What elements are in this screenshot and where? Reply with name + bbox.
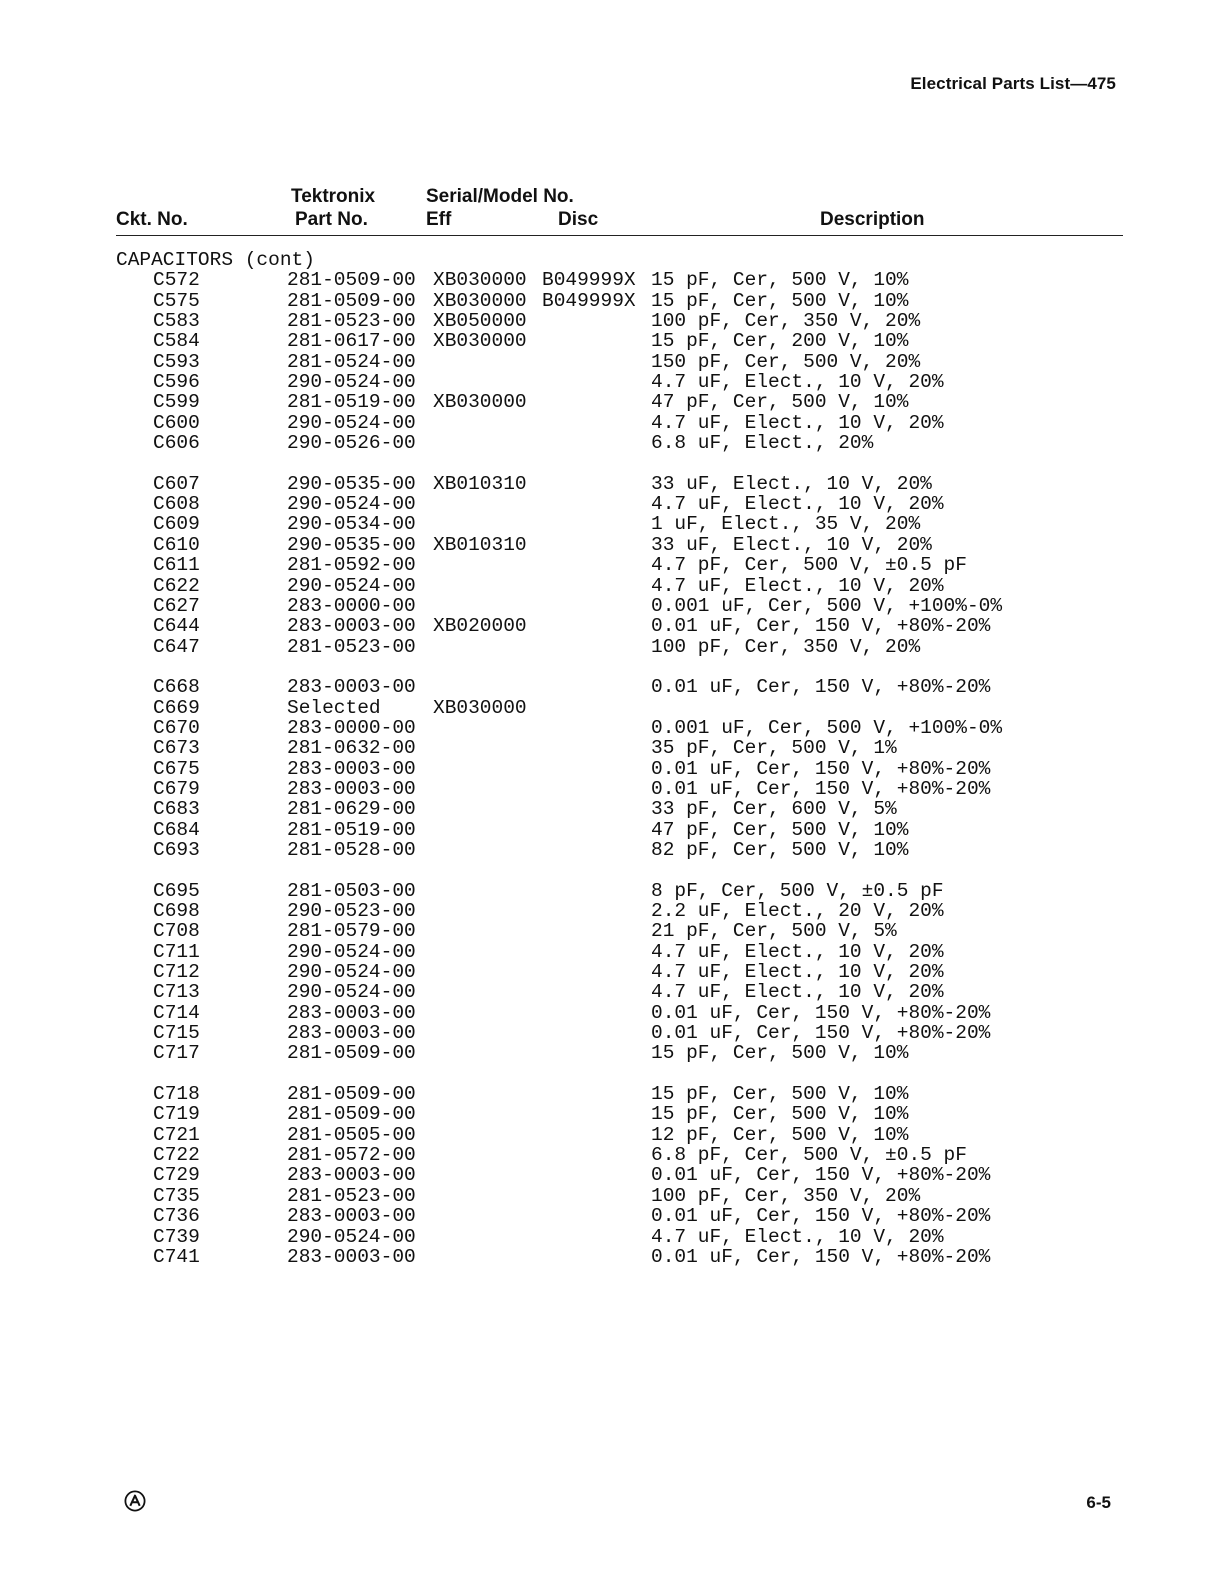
row-spacer	[0, 860, 1223, 880]
serial-eff: XB030000	[433, 391, 527, 414]
part-no: 281-0523-00	[287, 1184, 416, 1207]
description: 35 pF, Cer, 500 V, 1%	[651, 737, 897, 760]
col-header-disc: Disc	[558, 209, 599, 230]
part-no: 290-0524-00	[287, 1225, 416, 1248]
table-row	[0, 718, 1223, 738]
part-no: 283-0003-00	[287, 1001, 416, 1024]
part-no: 290-0524-00	[287, 493, 416, 516]
table-row	[0, 535, 1223, 555]
description: 15 pF, Cer, 200 V, 10%	[651, 330, 909, 353]
ckt-no: C717	[153, 1042, 200, 1065]
ckt-no: C673	[153, 737, 200, 760]
part-no: 281-0509-00	[287, 289, 416, 312]
serial-eff: XB030000	[433, 696, 527, 719]
table-row	[0, 1227, 1223, 1247]
part-no: 283-0003-00	[287, 615, 416, 638]
part-no: Selected	[287, 696, 381, 719]
ckt-no: C611	[153, 554, 200, 577]
description: 2.2 uF, Elect., 20 V, 20%	[651, 900, 944, 922]
part-no: 290-0523-00	[287, 900, 416, 922]
parts-list	[0, 250, 1223, 1267]
table-row	[0, 474, 1223, 494]
ckt-no: C684	[153, 818, 200, 841]
serial-disc: B049999X	[542, 289, 636, 312]
ckt-no: C698	[153, 900, 200, 922]
description: 15 pF, Cer, 500 V, 10%	[651, 269, 909, 292]
table-row	[0, 759, 1223, 779]
col-header-eff: Eff	[426, 209, 452, 230]
description: 4.7 pF, Cer, 500 V, ±0.5 pF	[651, 554, 967, 577]
part-no: 281-0519-00	[287, 818, 416, 841]
ckt-no: C711	[153, 940, 200, 963]
ckt-no: C722	[153, 1144, 200, 1167]
row-spacer	[0, 453, 1223, 473]
ckt-no: C609	[153, 513, 200, 536]
page-number: 6-5	[1086, 1493, 1111, 1512]
serial-eff: XB030000	[433, 289, 527, 312]
table-row	[0, 799, 1223, 819]
ckt-no: C718	[153, 1083, 200, 1106]
ckt-no: C736	[153, 1205, 200, 1228]
description: 8 pF, Cer, 500 V, ±0.5 pF	[651, 879, 944, 902]
ckt-no: C715	[153, 1022, 200, 1045]
part-no: 281-0572-00	[287, 1144, 416, 1167]
table-row	[0, 1145, 1223, 1165]
part-no: 283-0003-00	[287, 676, 416, 699]
description: 0.01 uF, Cer, 150 V, +80%-20%	[651, 1022, 991, 1045]
description: 100 pF, Cer, 350 V, 20%	[651, 635, 921, 658]
part-no: 281-0617-00	[287, 330, 416, 353]
col-header-description: Description	[820, 209, 925, 230]
table-row	[0, 942, 1223, 962]
table-row	[0, 514, 1223, 534]
col-header-part-no: Part No.	[295, 209, 368, 230]
table-row	[0, 1206, 1223, 1226]
row-spacer	[0, 1064, 1223, 1084]
part-no: 283-0000-00	[287, 716, 416, 739]
table-row	[0, 677, 1223, 697]
part-no: 290-0524-00	[287, 981, 416, 1004]
table-row	[0, 596, 1223, 616]
description: 0.001 uF, Cer, 500 V, +100%-0%	[651, 716, 1003, 739]
serial-eff: XB030000	[433, 330, 527, 353]
ckt-no: C599	[153, 391, 200, 414]
table-row	[0, 433, 1223, 453]
table-row	[0, 1165, 1223, 1185]
description: 0.01 uF, Cer, 150 V, +80%-20%	[651, 1001, 991, 1024]
table-row	[0, 372, 1223, 392]
ckt-no: C607	[153, 472, 200, 495]
table-row	[0, 1043, 1223, 1063]
table-row	[0, 637, 1223, 657]
ckt-no: C606	[153, 432, 200, 455]
description: 4.7 uF, Elect., 10 V, 20%	[651, 411, 944, 434]
description: 4.7 uF, Elect., 10 V, 20%	[651, 961, 944, 984]
table-row	[0, 576, 1223, 596]
description: 0.01 uF, Cer, 150 V, +80%-20%	[651, 615, 991, 638]
col-header-ckt-no: Ckt. No.	[116, 209, 188, 230]
table-row	[0, 555, 1223, 575]
ckt-no: C584	[153, 330, 200, 353]
part-no: 290-0534-00	[287, 513, 416, 536]
description: 1 uF, Elect., 35 V, 20%	[651, 513, 921, 536]
table-row	[0, 1247, 1223, 1267]
table-row	[0, 1084, 1223, 1104]
col-header-serial-model: Serial/Model No.	[426, 186, 574, 207]
description: 0.01 uF, Cer, 150 V, +80%-20%	[651, 1205, 991, 1228]
ckt-no: C644	[153, 615, 200, 638]
description: 15 pF, Cer, 500 V, 10%	[651, 1103, 909, 1126]
ckt-no: C683	[153, 798, 200, 821]
ckt-no: C627	[153, 594, 200, 617]
ckt-no: C735	[153, 1184, 200, 1207]
table-row	[0, 921, 1223, 941]
part-no: 281-0509-00	[287, 269, 416, 292]
ckt-no: C721	[153, 1123, 200, 1146]
ckt-no: C572	[153, 269, 200, 292]
part-no: 290-0535-00	[287, 533, 416, 556]
ckt-no: C675	[153, 757, 200, 780]
table-row	[0, 1104, 1223, 1124]
part-no: 281-0509-00	[287, 1042, 416, 1065]
table-row	[0, 1003, 1223, 1023]
description: 4.7 uF, Elect., 10 V, 20%	[651, 1225, 944, 1248]
table-row	[0, 1023, 1223, 1043]
ckt-no: C719	[153, 1103, 200, 1126]
ckt-no: C712	[153, 961, 200, 984]
table-row	[0, 962, 1223, 982]
part-no: 290-0535-00	[287, 472, 416, 495]
ckt-no: C596	[153, 371, 200, 394]
description: 6.8 pF, Cer, 500 V, ±0.5 pF	[651, 1144, 967, 1167]
part-no: 283-0003-00	[287, 1022, 416, 1045]
table-row	[0, 311, 1223, 331]
description: 21 pF, Cer, 500 V, 5%	[651, 920, 897, 943]
description: 6.8 uF, Elect., 20%	[651, 432, 874, 455]
ckt-no: C739	[153, 1225, 200, 1248]
description: 4.7 uF, Elect., 10 V, 20%	[651, 940, 944, 963]
part-no: 281-0632-00	[287, 737, 416, 760]
serial-eff: XB010310	[433, 533, 527, 556]
description: 33 pF, Cer, 600 V, 5%	[651, 798, 897, 821]
part-no: 281-0503-00	[287, 879, 416, 902]
part-no: 281-0579-00	[287, 920, 416, 943]
serial-eff: XB010310	[433, 472, 527, 495]
ckt-no: C622	[153, 574, 200, 597]
part-no: 290-0524-00	[287, 961, 416, 984]
ckt-no: C583	[153, 310, 200, 333]
description: 4.7 uF, Elect., 10 V, 20%	[651, 493, 944, 516]
table-row	[0, 392, 1223, 412]
ckt-no: C593	[153, 350, 200, 373]
ckt-no: C713	[153, 981, 200, 1004]
ckt-no: C668	[153, 676, 200, 699]
description: 33 uF, Elect., 10 V, 20%	[651, 472, 932, 495]
description: 82 pF, Cer, 500 V, 10%	[651, 838, 909, 861]
serial-eff: XB050000	[433, 310, 527, 333]
description: 0.001 uF, Cer, 500 V, +100%-0%	[651, 594, 1003, 617]
table-row	[0, 982, 1223, 1002]
section-title: CAPACITORS (cont)	[116, 249, 315, 271]
table-row	[0, 413, 1223, 433]
description: 12 pF, Cer, 500 V, 10%	[651, 1123, 909, 1146]
table-row	[0, 352, 1223, 372]
table-row	[0, 331, 1223, 351]
ckt-no: C670	[153, 716, 200, 739]
part-no: 281-0592-00	[287, 554, 416, 577]
part-no: 283-0003-00	[287, 757, 416, 780]
table-row	[0, 901, 1223, 921]
description: 4.7 uF, Elect., 10 V, 20%	[651, 371, 944, 394]
description: 4.7 uF, Elect., 10 V, 20%	[651, 574, 944, 597]
section-heading-row	[0, 250, 1223, 270]
description: 100 pF, Cer, 350 V, 20%	[651, 1184, 921, 1207]
description: 33 uF, Elect., 10 V, 20%	[651, 533, 932, 556]
ckt-no: C647	[153, 635, 200, 658]
description: 0.01 uF, Cer, 150 V, +80%-20%	[651, 1164, 991, 1187]
part-no: 281-0528-00	[287, 838, 416, 861]
table-row	[0, 698, 1223, 718]
serial-disc: B049999X	[542, 269, 636, 292]
part-no: 290-0524-00	[287, 411, 416, 434]
description: 0.01 uF, Cer, 150 V, +80%-20%	[651, 777, 991, 800]
table-row	[0, 779, 1223, 799]
table-row	[0, 881, 1223, 901]
description: 0.01 uF, Cer, 150 V, +80%-20%	[651, 757, 991, 780]
part-no: 281-0523-00	[287, 310, 416, 333]
part-no: 283-0000-00	[287, 594, 416, 617]
table-row	[0, 494, 1223, 514]
table-row	[0, 1186, 1223, 1206]
ckt-no: C695	[153, 879, 200, 902]
description: 47 pF, Cer, 500 V, 10%	[651, 391, 909, 414]
part-no: 281-0523-00	[287, 635, 416, 658]
description: 15 pF, Cer, 500 V, 10%	[651, 1083, 909, 1106]
description: 150 pF, Cer, 500 V, 20%	[651, 350, 921, 373]
table-row	[0, 291, 1223, 311]
ckt-no: C600	[153, 411, 200, 434]
ckt-no: C741	[153, 1245, 200, 1268]
part-no: 281-0524-00	[287, 350, 416, 373]
part-no: 290-0526-00	[287, 432, 416, 455]
description: 100 pF, Cer, 350 V, 20%	[651, 310, 921, 333]
ckt-no: C679	[153, 777, 200, 800]
row-spacer	[0, 657, 1223, 677]
header-rule	[116, 235, 1123, 236]
table-row	[0, 738, 1223, 758]
ckt-no: C608	[153, 493, 200, 516]
part-no: 283-0003-00	[287, 1164, 416, 1187]
part-no: 290-0524-00	[287, 574, 416, 597]
ckt-no: C708	[153, 920, 200, 943]
serial-eff: XB020000	[433, 615, 527, 638]
part-no: 281-0505-00	[287, 1123, 416, 1146]
description: 47 pF, Cer, 500 V, 10%	[651, 818, 909, 841]
description: 0.01 uF, Cer, 150 V, +80%-20%	[651, 1245, 991, 1268]
ckt-no: C669	[153, 696, 200, 719]
part-no: 281-0519-00	[287, 391, 416, 414]
table-row	[0, 270, 1223, 290]
ckt-no: C714	[153, 1001, 200, 1024]
part-no: 281-0629-00	[287, 798, 416, 821]
part-no: 283-0003-00	[287, 1245, 416, 1268]
serial-eff: XB030000	[433, 269, 527, 292]
part-no: 290-0524-00	[287, 371, 416, 394]
table-row	[0, 840, 1223, 860]
circled-a-icon	[124, 1490, 146, 1512]
ckt-no: C575	[153, 289, 200, 312]
part-no: 283-0003-00	[287, 1205, 416, 1228]
part-no: 283-0003-00	[287, 777, 416, 800]
description: 15 pF, Cer, 500 V, 10%	[651, 1042, 909, 1065]
ckt-no: C693	[153, 838, 200, 861]
ckt-no: C729	[153, 1164, 200, 1187]
description: 4.7 uF, Elect., 10 V, 20%	[651, 981, 944, 1004]
table-row	[0, 1125, 1223, 1145]
ckt-no: C610	[153, 533, 200, 556]
table-row	[0, 820, 1223, 840]
part-no: 290-0524-00	[287, 940, 416, 963]
description: 15 pF, Cer, 500 V, 10%	[651, 289, 909, 312]
col-header-tektronix: Tektronix	[291, 186, 376, 207]
running-head-title: Electrical Parts List—475	[910, 74, 1116, 93]
table-row	[0, 616, 1223, 636]
part-no: 281-0509-00	[287, 1103, 416, 1126]
part-no: 281-0509-00	[287, 1083, 416, 1106]
description: 0.01 uF, Cer, 150 V, +80%-20%	[651, 676, 991, 699]
